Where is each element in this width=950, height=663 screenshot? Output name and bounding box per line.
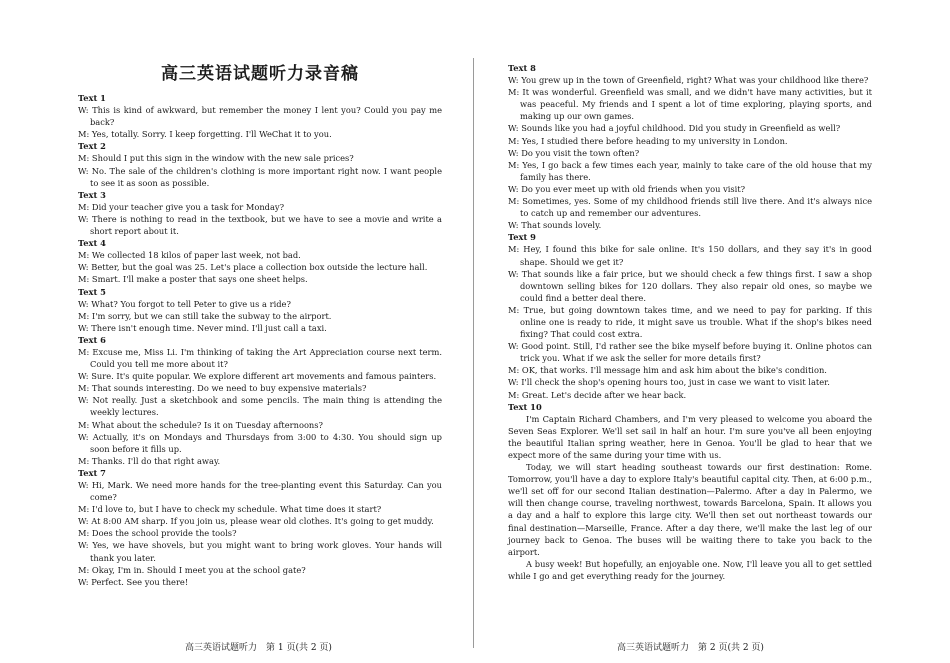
dialogue-line: M: OK, that works. I'll message him and ask him about the bike's condition. [508,365,827,376]
dialogue-line: W: Better, but the goal was 25. Let's place a collection box outside the lecture hall. [78,262,428,273]
dialogue-line: M: Did your teacher give you a task for Monday? [78,201,285,212]
dialogue-line: M: Excuse me, Miss Li. I'm thinking of taking the Art Appreciation course next term. Could you tell me more about it? [78,346,442,370]
dialogue-line: W: At 8:00 AM sharp. If you join us, please wear old clothes. It's going to get muddy. [78,516,434,527]
dialogue-line: W: Sure. It's quite popular. We explore different art movements and famous painters. [78,371,437,382]
dialogue-line: M: Thanks. I'll do that right away. [78,455,221,466]
dialogue-line: W: Do you visit the town often? [508,147,640,158]
dialogue-line: M: We collected 18 kilos of paper last week, not bad. [78,250,301,261]
footer-page-2: 高三英语试题听力 第 2 页(共 2 页) [617,643,764,653]
section-label: Text 6 [78,334,106,345]
dialogue-line: W: I'll check the shop's opening hours too, just in case we want to visit later. [508,377,830,388]
dialogue-line: M: Yes, I go back a few times each year, mainly to take care of the old house that my family has there. [508,159,872,182]
dialogue-line: M: Should I put this sign in the window with the new sale prices? [78,153,354,164]
dialogue-line: M: Yes, I studied there before heading to my university in London. [508,135,788,146]
dialogue-line: W: You grew up in the town of Greenfield, right? What was your childhood like there? [508,75,869,86]
section-label: Text 1 [78,93,106,103]
dialogue-line: M: Smart. I'll make a poster that says one sheet helps. [78,274,308,285]
section-label: Text 2 [78,141,106,152]
dialogue-line: M: True, but going downtown takes time, and we need to pay for parking. If this online one is ready to ride, it might save us trouble. What if the shop's bikes need fixing? That could cost extra. [508,304,872,340]
monologue-paragraph: Today, we will start heading southeast towards our first destination: Rome. Tomorrow, you'll have a day to explore Italy's beautiful capital city. Then, at 6:00 p.m., we'll set off for our second Italian destination—Palermo. After a day in Palermo, we will then change course, traveling northwest, towards Barcelona, Spain. It allows you a day and a half to explore this large city. We'll then set out northeast towards our final destination—Marseille, France. After a day there, we'll make the last leg of our journey back to Genoa. The buses will be waiting there to take you back to the airport. [508,462,872,557]
monologue-paragraph: I'm Captain Richard Chambers, and I'm very pleased to welcome you aboard the Seven Seas Explorer. We'll set sail in half an hour. I'm sure you've all been enjoying the beautiful Italian spring weather, here in Genoa. You'll be glad to hear that we expect more of the same during your time with us. [508,413,872,460]
section-label: Text 7 [78,467,106,478]
dialogue-line: M: I'd love to, but I have to check my schedule. What time does it start? [78,504,382,515]
dialogue-line: W: Do you ever meet up with old friends when you visit? [508,183,746,194]
page-divider [473,58,474,648]
section-label: Text 5 [78,286,106,297]
page-title: 高三英语试题听力录音稿 [161,64,359,84]
dialogue-line: W: Yes, we have shovels, but you might want to bring work gloves. Your hands will thank you later. [78,540,442,563]
dialogue-line: M: Okay, I'm in. Should I meet you at the school gate? [78,564,306,575]
dialogue-line: W: Sounds like you had a joyful childhood. Did you study in Greenfield as well? [508,123,841,134]
dialogue-line: M: Sometimes, yes. Some of my childhood friends still live there. And it's always nice to catch up and remember our adventures. [508,196,872,219]
dialogue-line: W: That sounds lovely. [508,220,602,231]
section-label: Text 9 [508,232,536,243]
dialogue-line: M: Great. Let's decide after we hear back. [508,389,687,400]
dialogue-line: W: No. The sale of the children's clothing is more important right now. I want people to see it as soon as possible. [78,165,442,188]
dialogue-line: W: Hi, Mark. We need more hands for the tree-planting event this Saturday. Can you come? [78,480,442,503]
dialogue-line: W: Not really. Just a sketchbook and some pencils. The main thing is attending the weekly lectures. [78,395,442,418]
section-label: Text 8 [508,63,536,73]
dialogue-line: W: Good point. Still, I'd rather see the bike myself before buying it. Online photos can trick you. What if we ask the seller for more details first? [508,341,872,364]
section-label: Text 4 [78,238,106,249]
dialogue-line: W: What? You forgot to tell Peter to give us a ride? [78,298,291,309]
dialogue-line: W: This is kind of awkward, but remember the money I lent you? Could you pay me back? [78,105,442,128]
dialogue-line: M: It was wonderful. Greenfield was small, and we didn't have many activities, but it was peaceful. My friends and I spent a lot of time exploring, playing sports, and making up our own games. [508,87,872,122]
dialogue-line: W: There isn't enough time. Never mind. I'll just call a taxi. [78,322,327,333]
dialogue-line: M: That sounds interesting. Do we need to buy expensive materials? [78,383,367,394]
dialogue-line: M: What about the schedule? Is it on Tuesday afternoons? [78,419,323,430]
dialogue-line: W: That sounds like a fair price, but we should check a few things first. I saw a shop downtown selling bikes for 120 dollars. They also repair old ones, so maybe we could find a better deal there. [508,268,872,303]
section-label: Text 3 [78,189,106,200]
dialogue-line: W: Actually, it's on Mondays and Thursdays from 3:00 to 4:30. You should sign up soon before it fills up. [78,431,442,454]
dialogue-line: M: I'm sorry, but we can still take the subway to the airport. [78,310,332,321]
dialogue-line: W: There is nothing to read in the textbook, but we have to see a movie and write a short report about it. [78,213,442,237]
dialogue-line: M: Yes, totally. Sorry. I keep forgetting. I'll WeChat it to you. [78,129,332,140]
monologue-paragraph: A busy week! But hopefully, an enjoyable one. Now, I'll leave you all to get settled while I go and get everything ready for the journey. [508,558,872,581]
dialogue-line: M: Hey, I found this bike for sale online. It's 150 dollars, and they say it's in good shape. Should we get it? [508,244,872,267]
right-column [508,62,872,582]
left-column [78,92,442,588]
dialogue-line: M: Does the school provide the tools? [78,528,237,539]
section-label: Text 10 [508,401,542,412]
footer-page-1: 高三英语试题听力 第 1 页(共 2 页) [185,643,332,653]
dialogue-line: W: Perfect. See you there! [78,576,189,587]
